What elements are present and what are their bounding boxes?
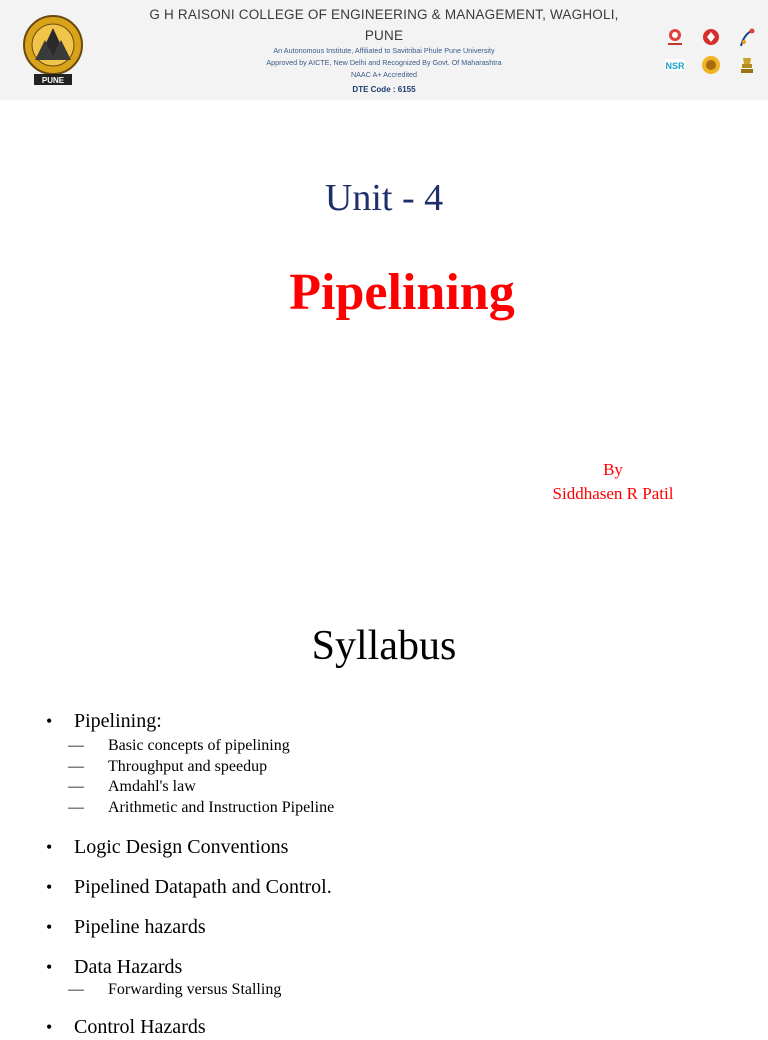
- bullet: •: [46, 1017, 53, 1037]
- dte-code: DTE Code : 6155: [352, 85, 416, 94]
- sub-item: — Throughput and speedup: [68, 758, 268, 775]
- nsr-icon: [664, 54, 686, 76]
- college-logo-icon: [22, 14, 84, 86]
- accreditation-text: NAAC A+ Accredited: [350, 70, 418, 79]
- bullet: •: [46, 711, 53, 731]
- list-item-label: Control Hazards: [74, 1016, 206, 1038]
- sub-item: — Basic concepts of pipelining: [68, 737, 290, 754]
- medal-icon: [700, 54, 722, 76]
- slide-title: Pipelining: [289, 264, 515, 321]
- sub-item: — Amdahl's law: [68, 778, 196, 795]
- author-name: Siddhasen R Patil: [552, 484, 674, 503]
- bullet: •: [46, 877, 53, 897]
- unit-heading: Unit - 4: [324, 177, 444, 219]
- list-item-label: Data Hazards: [74, 956, 183, 978]
- bullet: •: [46, 837, 53, 857]
- college-name: [120, 4, 648, 46]
- bullet: •: [46, 917, 53, 937]
- college-name-line2: PUNE: [364, 28, 404, 43]
- author-block: [540, 458, 686, 506]
- award-icon: [700, 26, 722, 48]
- college-name-line1: G H RAISONI COLLEGE OF ENGINEERING & MANAGEMENT, WAGHOLI,: [149, 7, 619, 22]
- affiliation-text: An Autonomous Institute, Affiliated to Savitribai Phule Pune University: [273, 46, 495, 55]
- list-item-label: Logic Design Conventions: [74, 836, 289, 858]
- college-header: [0, 0, 768, 100]
- emblem-icon: [736, 54, 758, 76]
- sub-item: — Arithmetic and Instruction Pipeline: [68, 799, 335, 816]
- seal-icon: [664, 26, 686, 48]
- flag-icon: [736, 26, 758, 48]
- nsr-text: NSR: [665, 61, 685, 71]
- by-label: By: [603, 460, 623, 479]
- list-item-label: Pipeline hazards: [74, 916, 206, 938]
- bullet: •: [46, 957, 53, 977]
- sub-item: — Forwarding versus Stalling: [68, 981, 282, 998]
- syllabus-heading: Syllabus: [311, 623, 457, 669]
- logo-text: PUNE: [41, 76, 65, 85]
- list-item-label: Pipelined Datapath and Control.: [74, 876, 332, 898]
- list-item-label: Pipelining:: [74, 710, 162, 732]
- approval-text: Approved by AICTE, New Delhi and Recognized By Govt. Of Maharashtra: [266, 58, 502, 67]
